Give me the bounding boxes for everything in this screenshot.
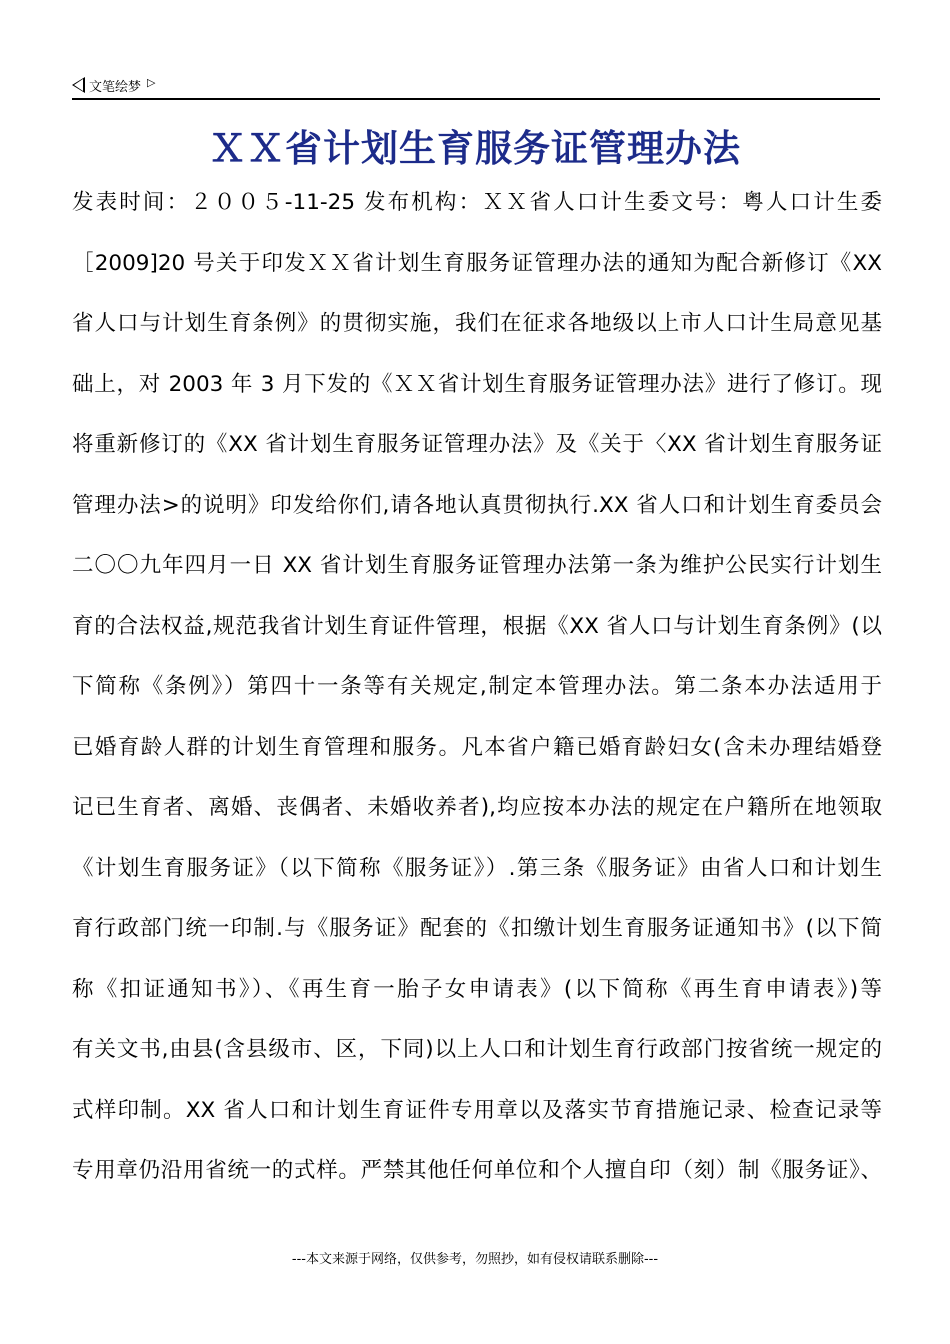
body-line: 育行政部门统一印制.与《服务证》配套的《扣缴计划生育服务证通知书》(以下简 <box>72 916 882 941</box>
body-line: 下简称《条例》）第四十一条等有关规定,制定本管理办法。第二条本办法适用于 <box>72 674 882 699</box>
body-line: ［2009]20 号关于印发ＸＸ省计划生育服务证管理办法的通知为配合新修订《XX <box>72 250 882 276</box>
body-line: 专用章仍沿用省统一的式样。严禁其他任何单位和个人擅自印（刻）制《服务证》、 <box>72 1158 882 1183</box>
body-line: 记已生育者、离婚、丧偶者、未婚收养者),均应按本办法的规定在户籍所在地领取 <box>72 795 882 820</box>
body-line: 将重新修订的《XX 省计划生育服务证管理办法》及《关于〈XX 省计划生育服务证 <box>72 432 882 457</box>
body-line: 式样印制。XX 省人口和计划生育证件专用章以及落实节育措施记录、检查记录等 <box>72 1097 882 1123</box>
document-body <box>72 178 882 1207</box>
triangle-right-mark: ▷ <box>147 75 156 89</box>
body-line: 有关文书,由县(含县级市、区，下同)以上人口和计划生育行政部门按省统一规定的 <box>72 1037 882 1062</box>
body-line: 二〇〇九年四月一日 XX 省计划生育服务证管理办法第一条为维护公民实行计划生 <box>72 553 882 578</box>
body-line: 础上，对 2003 年 3 月下发的《ＸＸ省计划生育服务证管理办法》进行了修订。现 <box>72 371 882 397</box>
document-title: ＸＸ省计划生育服务证管理办法 <box>209 127 741 170</box>
body-line: 省人口与计划生育条例》的贯彻实施，我们在征求各地级以上市人口计生局意见基 <box>72 311 882 336</box>
body-line: 育的合法权益,规范我省计划生育证件管理，根据《XX 省人口与计划生育条例》(以 <box>72 613 882 639</box>
body-line: 称《扣证通知书》）、《再生育一胎子女申请表》(以下简称《再生育申请表》)等 <box>72 976 882 1002</box>
header-brand-group <box>72 74 155 96</box>
body-line: 《计划生育服务证》（以下简称《服务证》）.第三条《服务证》由省人口和计划生 <box>72 855 882 881</box>
triangle-left-outline-icon <box>72 77 85 93</box>
header-brand: 文笔绘梦 <box>89 79 142 95</box>
body-line: 已婚育龄人群的计划生育管理和服务。凡本省户籍已婚育龄妇女(含未办理结婚登 <box>72 734 882 760</box>
page-footer-disclaimer: ---本文来源于网络，仅供参考，勿照抄，如有侵权请联系删除--- <box>291 1252 659 1267</box>
body-line: 管理办法>的说明》印发给你们,请各地认真贯彻执行.XX 省人口和计划生育委员会 <box>72 492 882 518</box>
body-line: 发表时间：２００５-11-25 发布机构：ＸＸ省人口计生委文号：粤人口计生委 <box>72 190 882 215</box>
page-header <box>72 74 880 100</box>
